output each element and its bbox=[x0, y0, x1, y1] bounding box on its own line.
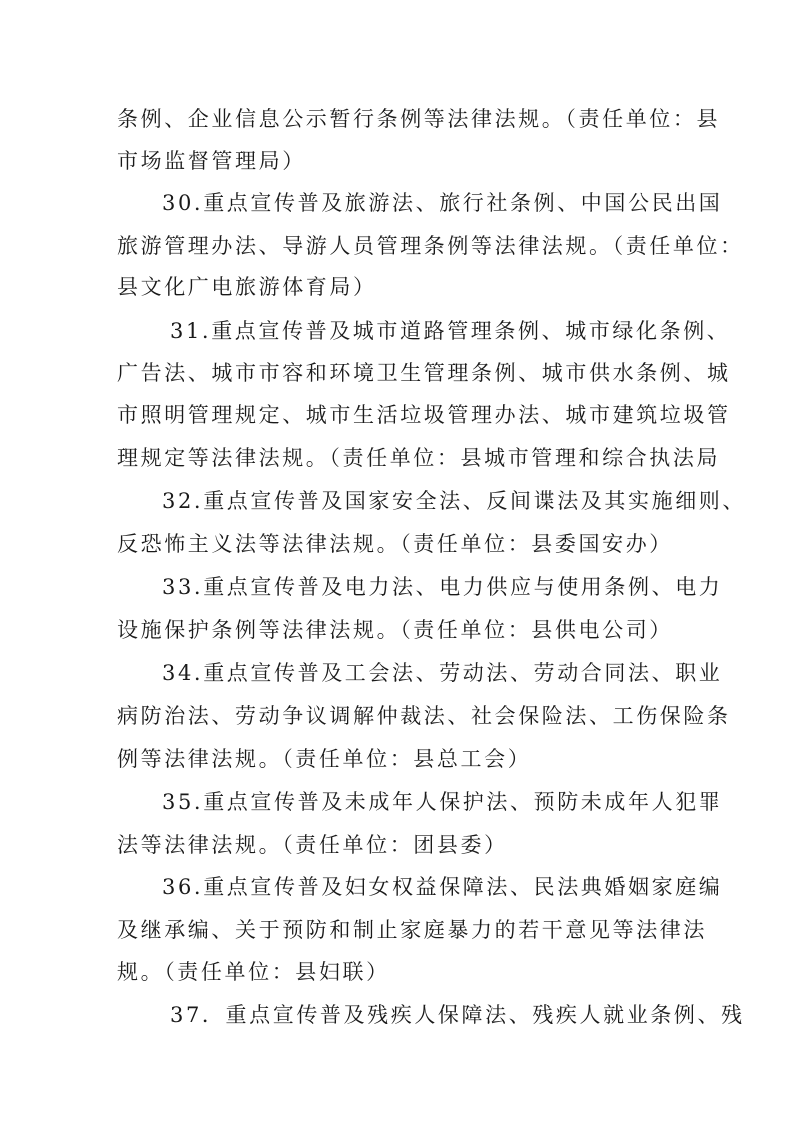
paragraph-35-first-line: 35.重点宣传普及未成年人保护法、预防未成年人犯罪 bbox=[162, 790, 723, 814]
paragraph-36-first-line: 36.重点宣传普及妇女权益保障法、民法典婚姻家庭编 bbox=[162, 875, 723, 899]
text-line: 条例、企业信息公示暂行条例等法律法规。（责任单位：县 bbox=[117, 107, 721, 131]
paragraph-37-first-line: 37．重点宣传普及残疾人保障法、残疾人就业条例、残 bbox=[170, 1003, 745, 1027]
text-line: 病防治法、劳动争议调解仲裁法、社会保险法、工伤保险条 bbox=[117, 704, 731, 728]
text-line: 反恐怖主义法等法律法规。（责任单位：县委国安办） bbox=[117, 532, 673, 556]
text-line: 旅游管理办法、导游人员管理条例等法律法规。（责任单位： bbox=[117, 234, 744, 258]
text-line: 规。（责任单位：县妇联） bbox=[117, 960, 390, 984]
text-line: 广告法、城市市容和环境卫生管理条例、城市供水条例、城 bbox=[117, 361, 731, 385]
paragraph-32-first-line: 32.重点宣传普及国家安全法、反间谍法及其实施细则、 bbox=[162, 489, 746, 513]
text-line: 设施保护条例等法律法规。（责任单位：县供电公司） bbox=[117, 618, 673, 642]
text-line: 市场监督管理局） bbox=[117, 149, 306, 173]
text-line: 法等法律法规。（责任单位：团县委） bbox=[117, 833, 508, 857]
text-line: 理规定等法律法规。（责任单位：县城市管理和综合执法局 bbox=[117, 446, 721, 470]
paragraph-30-first-line: 30.重点宣传普及旅游法、旅行社条例、中国公民出国 bbox=[162, 191, 723, 215]
paragraph-33-first-line: 33.重点宣传普及电力法、电力供应与使用条例、电力 bbox=[162, 575, 723, 599]
paragraph-34-first-line: 34.重点宣传普及工会法、劳动法、劳动合同法、职业 bbox=[162, 661, 723, 685]
text-line: 市照明管理规定、城市生活垃圾管理办法、城市建筑垃圾管 bbox=[117, 403, 731, 427]
text-line: 例等法律法规。（责任单位：县总工会） bbox=[117, 747, 532, 771]
text-line: 及继承编、关于预防和制止家庭暴力的若干意见等法律法 bbox=[117, 918, 707, 942]
text-line: 县文化广电旅游体育局） bbox=[117, 275, 377, 299]
paragraph-31-first-line: 31.重点宣传普及城市道路管理条例、城市绿化条例、 bbox=[170, 319, 731, 343]
